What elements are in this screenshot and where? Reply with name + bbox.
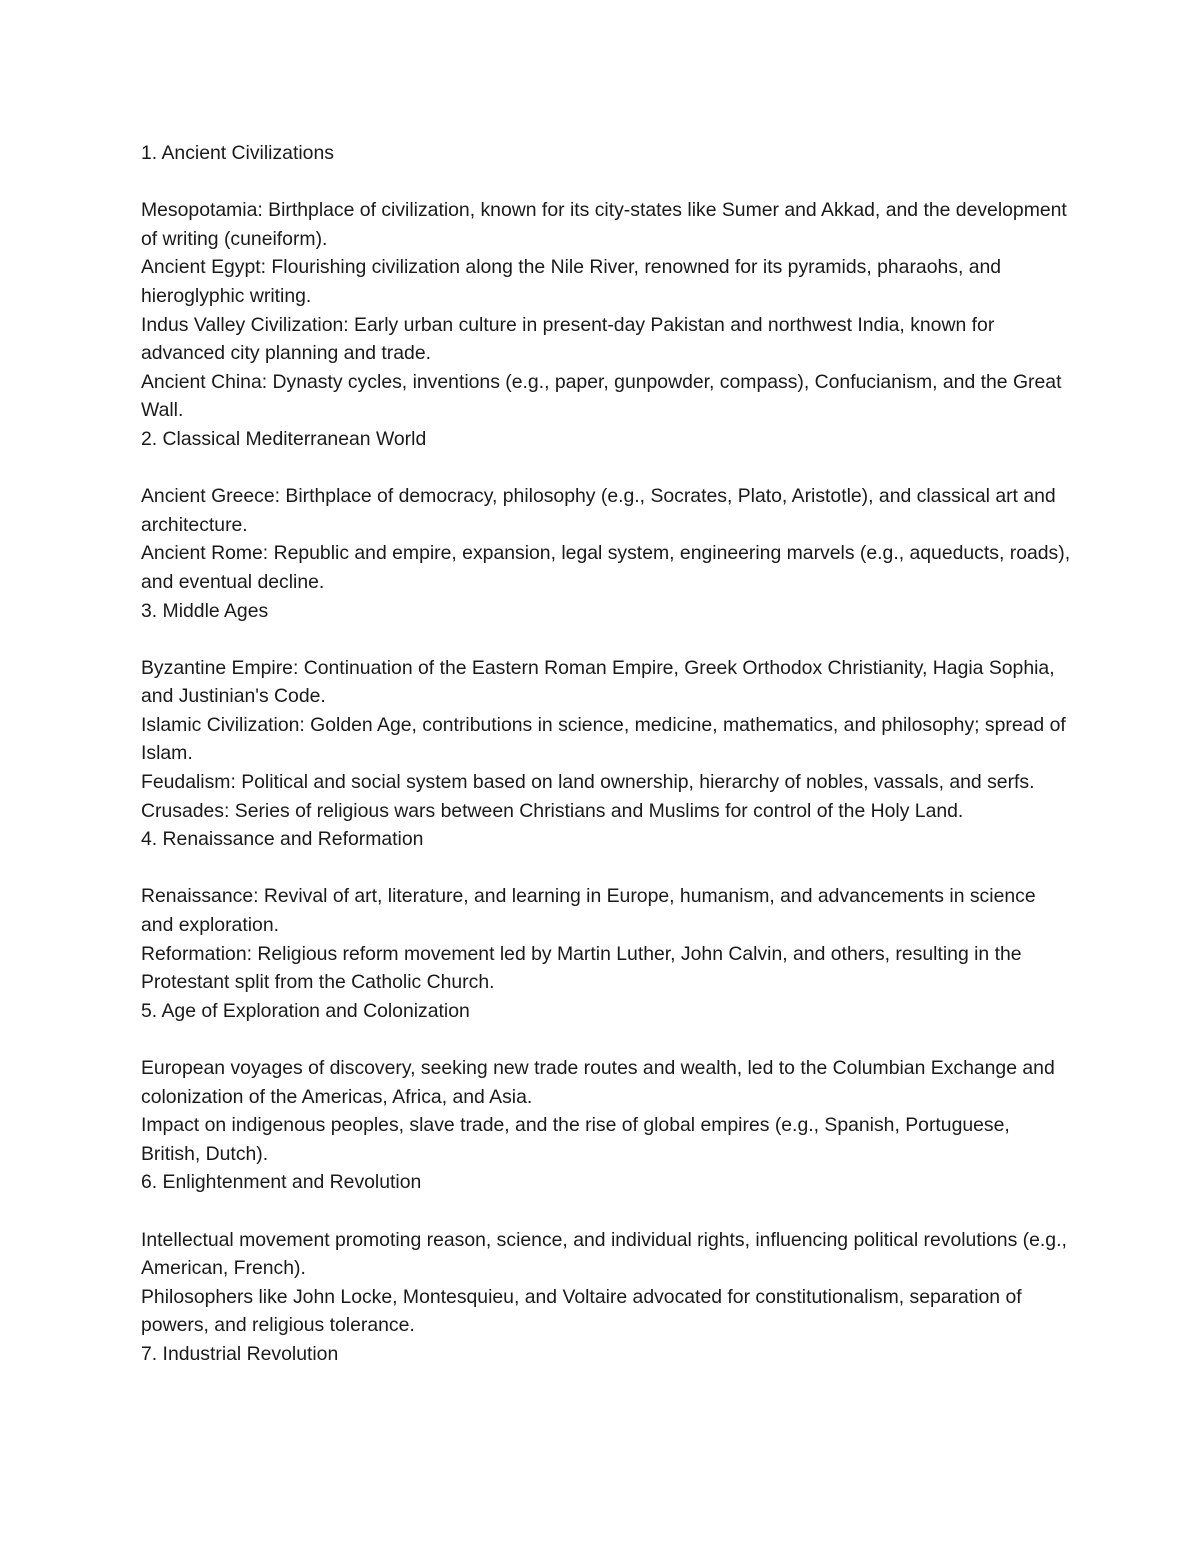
- paragraph-byzantine-empire: Byzantine Empire: Continuation of the Eastern Roman Empire, Greek Orthodox Christianity, Hagia Sophia, and Justinian's Code.: [141, 656, 1055, 708]
- section-enlightenment-revolution: [141, 1168, 1071, 1340]
- section-body: [141, 1054, 1071, 1168]
- section-heading: 4. Renaissance and Reformation: [141, 828, 424, 851]
- section-body: [141, 482, 1071, 596]
- section-industrial-revolution: [141, 1340, 1071, 1369]
- paragraph-ancient-greece: Ancient Greece: Birthplace of democracy, philosophy (e.g., Socrates, Plato, Aristotle), and classical art and architecture.: [141, 485, 1056, 536]
- paragraph-philosophers: Philosophers like John Locke, Montesquieu, and Voltaire advocated for constitutionalism, separation of powers, and religious tolerance.: [141, 1285, 1022, 1337]
- paragraph-voyages: European voyages of discovery, seeking new trade routes and wealth, led to the Columbian Exchange and colonization of the Americas, Africa, and Asia.: [141, 1057, 1055, 1108]
- section-heading: 7. Industrial Revolution: [141, 1342, 339, 1365]
- paragraph-renaissance: Renaissance: Revival of art, literature, and learning in Europe, humanism, and advancements in science and exploration.: [141, 885, 1036, 937]
- paragraph-ancient-china: Ancient China: Dynasty cycles, inventions (e.g., paper, gunpowder, compass), Confucianism, and the Great Wall.: [141, 370, 1062, 422]
- paragraph-indus-valley: Indus Valley Civilization: Early urban culture in present-day Pakistan and northwest India, known for advanced city planning and trade.: [141, 313, 995, 365]
- paragraph-ancient-rome: Ancient Rome: Republic and empire, expansion, legal system, engineering marvels (e.g., aqueducts, roads), and eventual decline.: [141, 542, 1071, 593]
- paragraph-feudalism: Feudalism: Political and social system based on land ownership, hierarchy of nobles, vassals, and serfs.: [141, 771, 1035, 794]
- document-page: [141, 139, 1071, 1369]
- paragraph-mesopotamia: Mesopotamia: Birthplace of civilization, known for its city-states like Sumer and Akkad, and the development of writing (cuneiform).: [141, 199, 1067, 250]
- section-body: [141, 654, 1071, 826]
- paragraph-crusades: Crusades: Series of religious wars between Christians and Muslims for control of the Holy Land.: [141, 799, 964, 822]
- section-body: [141, 1226, 1071, 1340]
- paragraph-ancient-egypt: Ancient Egypt: Flourishing civilization along the Nile River, renowned for its pyramids, pharaohs, and hieroglyphic writing.: [141, 256, 1002, 307]
- paragraph-impact: Impact on indigenous peoples, slave trade, and the rise of global empires (e.g., Spanish, Portuguese, British, Dutch).: [141, 1114, 1010, 1165]
- paragraph-intellectual-movement: Intellectual movement promoting reason, science, and individual rights, influencing political revolutions (e.g., American, French).: [141, 1228, 1067, 1280]
- paragraph-islamic-civilization: Islamic Civilization: Golden Age, contributions in science, medicine, mathematics, and philosophy; spread of Islam.: [141, 713, 1066, 765]
- section-body: [141, 196, 1071, 425]
- section-heading: 3. Middle Ages: [141, 599, 269, 622]
- section-classical-mediterranean: [141, 425, 1071, 597]
- section-heading: 5. Age of Exploration and Colonization: [141, 999, 470, 1022]
- section-middle-ages: [141, 597, 1071, 826]
- section-heading: 6. Enlightenment and Revolution: [141, 1171, 422, 1194]
- section-heading: 2. Classical Mediterranean World: [141, 427, 427, 450]
- section-heading: 1. Ancient Civilizations: [141, 142, 334, 164]
- paragraph-reformation: Reformation: Religious reform movement led by Martin Luther, John Calvin, and others, resulting in the Protestant split from the Catholic Church.: [141, 942, 1022, 994]
- section-age-of-exploration: [141, 997, 1071, 1169]
- section-ancient-civilizations: [141, 139, 1071, 425]
- section-body: [141, 882, 1071, 996]
- section-renaissance-reformation: [141, 825, 1071, 997]
